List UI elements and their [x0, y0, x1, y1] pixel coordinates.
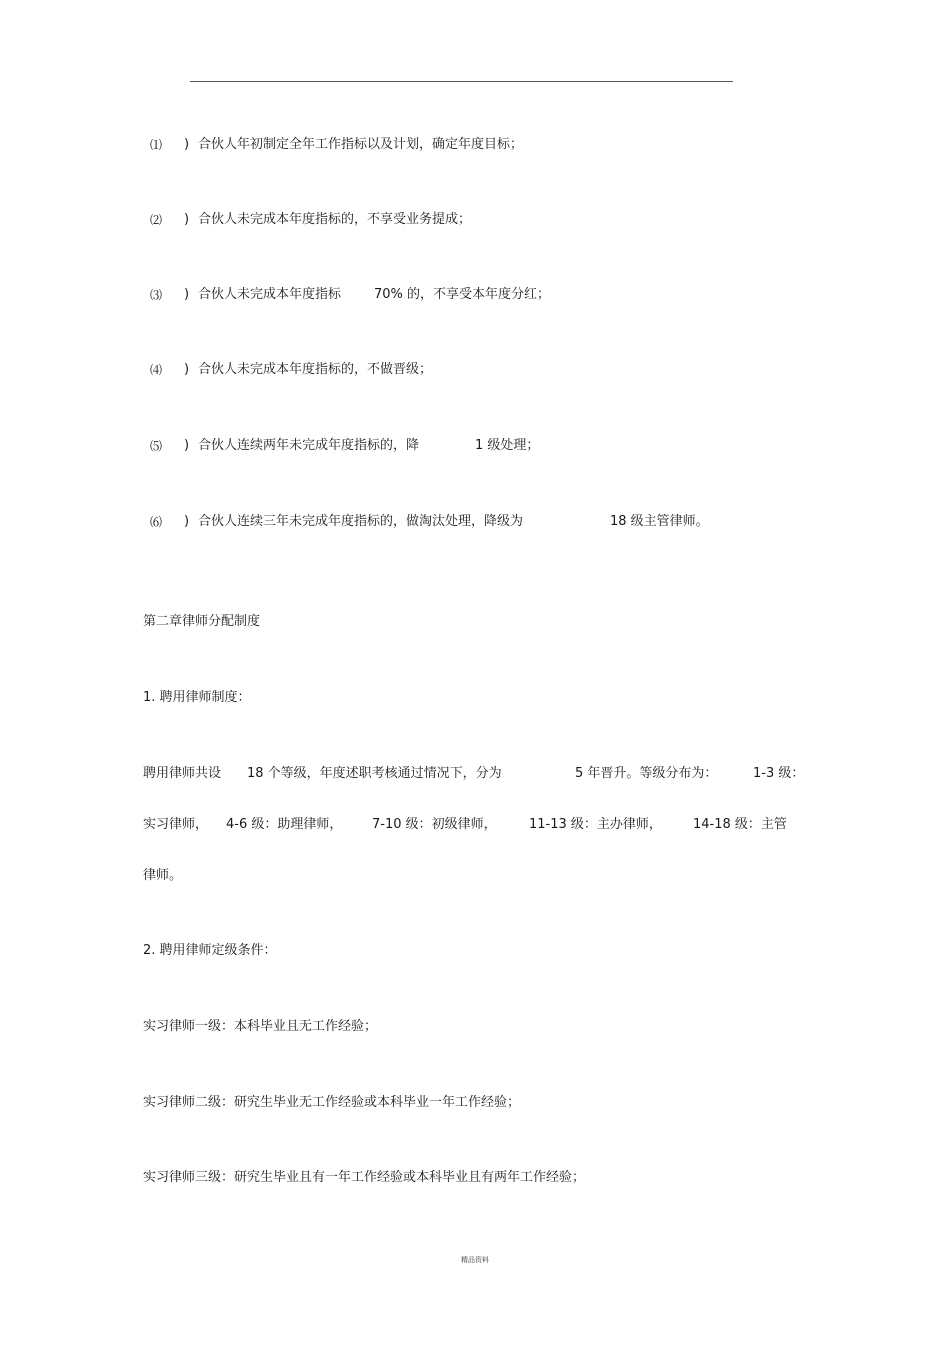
- section-heading: 1. 聘用律师制度：: [143, 690, 251, 705]
- item-text: 合伙人连续两年未完成年度指标的，降: [198, 438, 420, 453]
- item-text: 合伙人未完成本年度指标的，不做晋级；: [198, 362, 433, 377]
- para-seg: 5 年晋升。等级分布为：: [575, 766, 718, 781]
- para-seg: 实习律师，: [143, 817, 209, 832]
- item-number: ⑷: [150, 363, 163, 377]
- item-text: 合伙人未完成本年度指标的，不享受业务提成；: [198, 212, 472, 227]
- para-seg: 18 个等级，年度述职考核通过情况下，分为: [247, 766, 502, 781]
- level-item: 实习律师三级：研究生毕业且有一年工作经验或本科毕业且有两年工作经验；: [143, 1170, 586, 1185]
- item-text: 70% 的，不享受本年度分红；: [374, 287, 551, 302]
- item-number: ⑴: [150, 138, 163, 152]
- para-seg: 1-3 级：: [753, 766, 805, 781]
- level-item: 实习律师二级：研究生毕业无工作经验或本科毕业一年工作经验；: [143, 1095, 521, 1110]
- paragraph-line: 律师。: [143, 868, 183, 883]
- para-seg: 4-6 级：助理律师，: [226, 817, 343, 832]
- item-paren: ): [184, 514, 190, 529]
- item-number: ⑶: [150, 288, 163, 302]
- item-text: 合伙人连续三年未完成年度指标的，做淘汰处理，降级为: [198, 514, 524, 529]
- item-paren: ): [184, 287, 190, 302]
- section-heading: 2. 聘用律师定级条件：: [143, 943, 277, 958]
- item-text: 合伙人未完成本年度指标: [198, 287, 342, 302]
- chapter-title: 第二章律师分配制度: [143, 614, 261, 629]
- page-footer: 精品资料: [461, 1256, 489, 1264]
- item-paren: ): [184, 137, 190, 152]
- item-paren: ): [184, 212, 190, 227]
- para-seg: 14-18 级：主管: [693, 817, 787, 832]
- item-paren: ): [184, 362, 190, 377]
- para-seg: 聘用律师共设: [143, 766, 222, 781]
- item-text: 合伙人年初制定全年工作指标以及计划，确定年度目标；: [198, 137, 524, 152]
- item-number: ⑹: [150, 515, 163, 529]
- item-number: ⑵: [150, 213, 163, 227]
- header-rule: [190, 81, 733, 82]
- para-seg: 7-10 级：初级律师，: [372, 817, 497, 832]
- level-item: 实习律师一级：本科毕业且无工作经验；: [143, 1019, 378, 1034]
- item-paren: ): [184, 438, 190, 453]
- item-text: 1 级处理；: [475, 438, 540, 453]
- item-number: ⑸: [150, 439, 163, 453]
- item-text: 18 级主管律师。: [610, 514, 709, 529]
- para-seg: 11-13 级：主办律师，: [529, 817, 662, 832]
